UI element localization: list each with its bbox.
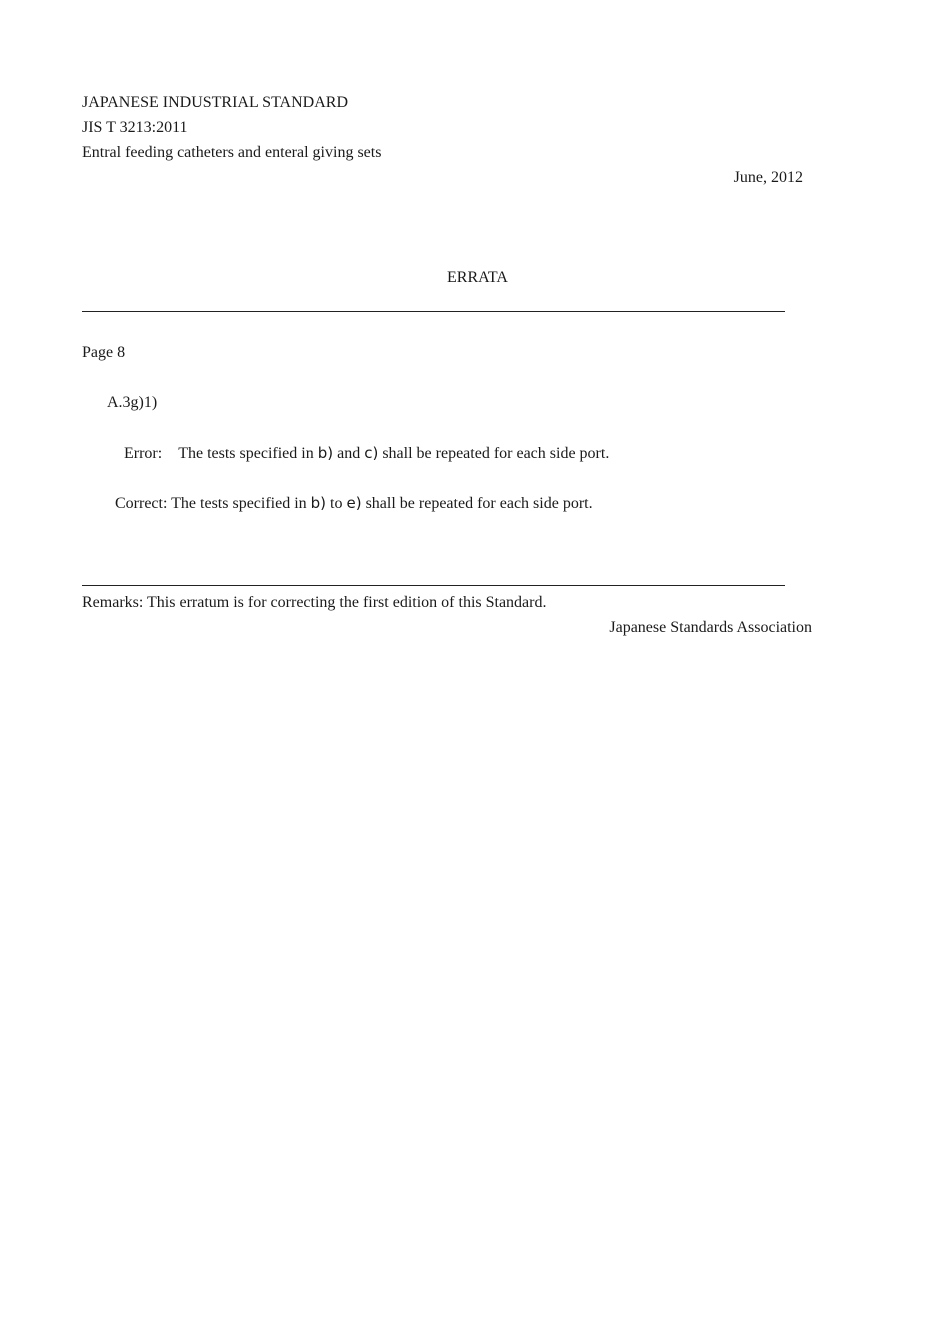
error-entry bbox=[124, 443, 609, 464]
correct-ref-first: b) bbox=[310, 494, 327, 512]
bottom-divider bbox=[82, 585, 785, 586]
remarks-note: Remarks: This erratum is for correcting the first edition of this Standard. bbox=[82, 594, 547, 611]
error-label: Error: bbox=[124, 445, 163, 462]
standard-title: Entral feeding catheters and enteral giving sets bbox=[82, 144, 382, 161]
issuing-organization: Japanese Standards Association bbox=[609, 619, 812, 636]
correct-label: Correct: bbox=[115, 495, 168, 512]
errata-heading: ERRATA bbox=[447, 269, 508, 286]
page-reference: Page 8 bbox=[82, 344, 126, 361]
error-ref-first: b) bbox=[317, 444, 334, 462]
correct-ref-second: e) bbox=[346, 494, 362, 512]
standard-type: JAPANESE INDUSTRIAL STANDARD bbox=[82, 94, 348, 111]
standard-number: JIS T 3213:2011 bbox=[82, 119, 188, 136]
error-ref-second: c) bbox=[364, 444, 379, 462]
error-connector: and bbox=[337, 445, 361, 462]
correct-entry bbox=[115, 493, 593, 514]
correct-text-after: shall be repeated for each side port. bbox=[365, 495, 593, 512]
error-text-after: shall be repeated for each side port. bbox=[382, 445, 610, 462]
correct-text-before: The tests specified in bbox=[171, 495, 307, 512]
error-text-before: The tests specified in bbox=[178, 445, 314, 462]
errata-date: June, 2012 bbox=[733, 169, 803, 186]
clause-reference: A.3g)1) bbox=[107, 394, 158, 411]
top-divider bbox=[82, 311, 785, 312]
correct-connector: to bbox=[330, 495, 343, 512]
